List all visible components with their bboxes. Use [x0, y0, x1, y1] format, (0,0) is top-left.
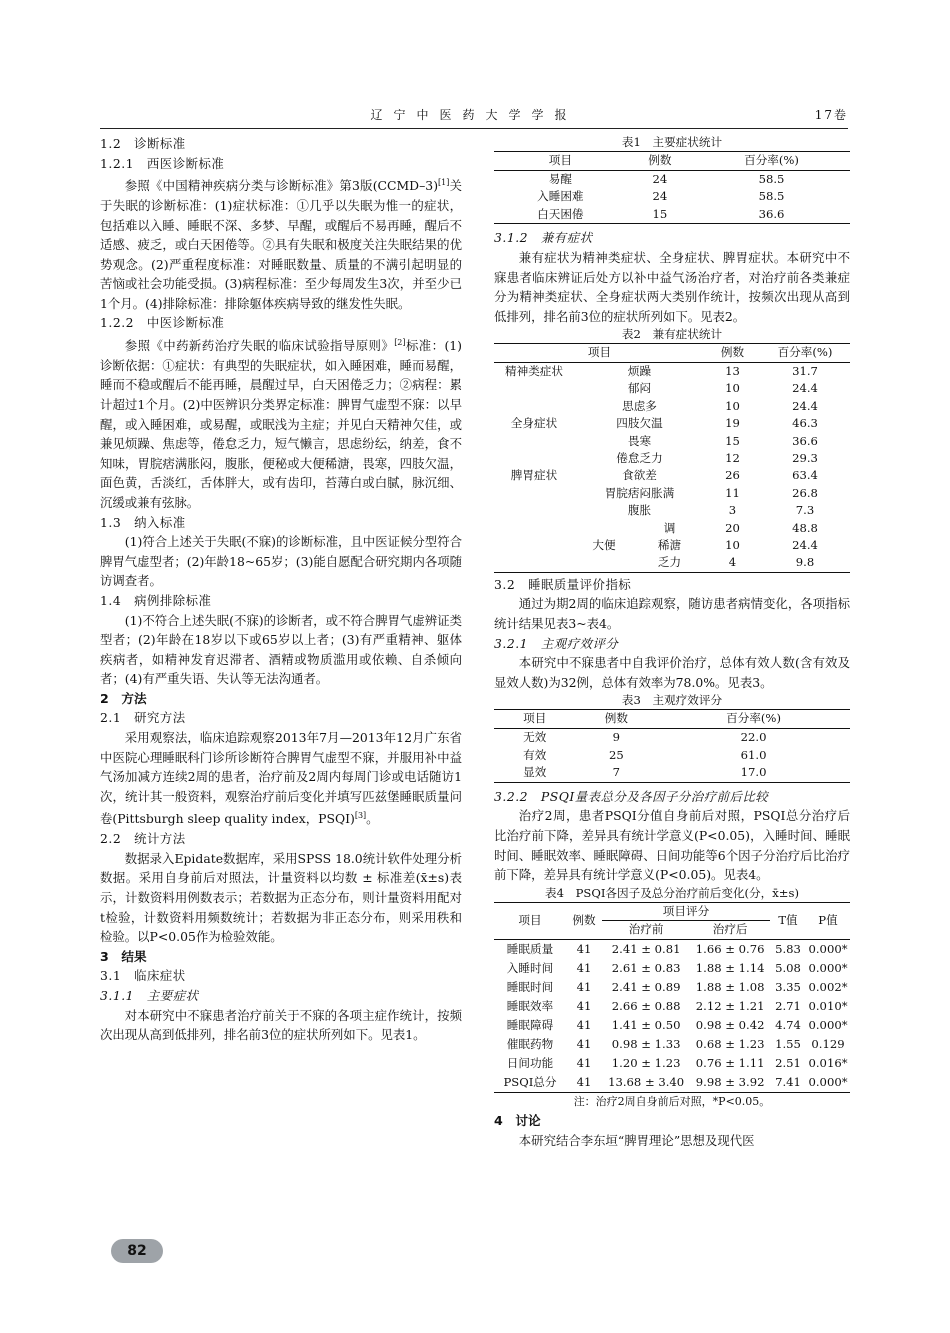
section-heading: 3.1 临床症状 [100, 968, 186, 984]
section-heading: 3.2 睡眠质量评价指标 [494, 576, 632, 592]
paragraph: 参照《中国精神疾病分类与诊断标准》第3版(CCMD–3)[1]关于失眠的诊断标准：(1)症状标准：①几乎以失眠为惟一的症状，包括难以入睡、睡眠不深、多梦、早醒，或醒后不易再睡，醒后不适感、疲乏，或白天困倦等。②具有失眠和极度关注失眠结果的优势观念。(2)严重程度标准：对睡眠数量、质量的不满引起明显的苦恼或社会功能受损。(3)病程标准：至少每周发生3次，并至少已1个月。(4)排除标准：排除躯体疾病导致的继发性失眠。 [100, 178, 462, 311]
col-header: 例数 [572, 913, 596, 928]
major-heading: 4 讨论 [494, 1112, 541, 1128]
table-row: 大便 稀溏 10 24.4 [592, 538, 818, 552]
col-header: 项目 [518, 913, 542, 928]
table-1 [494, 151, 850, 224]
citation: [1] [438, 178, 450, 188]
table-row: 无效 9 22.0 [523, 729, 767, 744]
table-row: 显效 7 17.0 [494, 764, 850, 782]
paragraph: 兼有症状为精神类症状、全身症状、脾胃症状。本研究中不寐患者临床辨证后处方以补中益气汤治疗者，对治疗前各类兼症分为精神类症状、全身症状两大类别作统计，按频次出现从高到低排列，排名前3位的症状所列如下。见表2。 [494, 249, 850, 324]
paragraph: 数据录入Epidate数据库，采用SPSS 18.0统计软件处理分析数据。采用自身前后对照法，计量资料以均数 ± 标准差(x̄±s)表示，计数资料用例数表示；若数据为正态分布，则计量资料用配对t检验，计数资料用频数统计；若数据为非正态分布，则采用秩和检验。以P<0.05作为检验效能。 [100, 850, 462, 945]
right-column [494, 134, 850, 1150]
section-heading: 1.4 病例排除标准 [100, 592, 212, 608]
table-row: 倦怠乏力 12 29.3 [616, 450, 818, 465]
subsection-heading: 1.2.1 西医诊断标准 [100, 155, 225, 171]
subsection-heading: 3.1.2 兼有症状 [494, 230, 593, 246]
col-header: 百分率(%) [726, 711, 781, 726]
table-row: 入睡困难 24 58.5 [537, 189, 785, 204]
running-header [100, 106, 848, 126]
table-row: 有效 25 61.0 [523, 747, 767, 762]
subsection-heading: 1.2.2 中医诊断标准 [100, 315, 225, 331]
paragraph: 对本研究中不寐患者治疗前关于不寐的各项主症作统计，按频次出现从高到低排列，排名前3位的症状所列如下。见表1。 [100, 1007, 462, 1043]
col-header: P值 [818, 913, 838, 928]
section-heading: 1.3 纳入标准 [100, 514, 186, 530]
citation: [2] [394, 338, 406, 348]
major-heading: 3 结果 [100, 948, 147, 964]
paragraph: 治疗2周，患者PSQI分值自身前后对照，PSQI总分治疗后比治疗前下降，差异具有统计学意义(P<0.05)，入睡时间、睡眠时间、睡眠效率、睡眠障碍、日间功能等6个因子分治疗后比治疗前下降，差异具有统计学意义(P<0.05)。见表4。 [494, 808, 850, 883]
table-row: 郁闷 10 24.4 [627, 381, 818, 396]
col-header: 治疗后 [712, 922, 748, 937]
table-row: 睡眠时间 41 2.41 ± 0.89 1.88 ± 1.08 3.35 0.002* [506, 979, 848, 994]
paragraph: 采用观察法，临床追踪观察2013年7月—2013年12月广东省中医院心理睡眠科门诊所诊断符合脾胃气虚型不寐，并服用补中益气汤加减方连续2周的患者，治疗前及2周内每周门诊或电话随访1次，统计其一般资料，观察治疗前后变化并填写匹兹堡睡眠质量问卷(Pittsburgh sleep quality index，PSQI)[3]。 [100, 730, 462, 827]
table-note: 注：治疗2周自身前后对照，*P<0.05。 [573, 1094, 771, 1108]
header-rule [100, 128, 848, 129]
col-header: 项目 [548, 153, 572, 167]
table-4 [494, 902, 850, 1093]
table-row: 腹胀 3 7.3 [627, 503, 815, 518]
section-heading: 1.2 诊断标准 [100, 136, 186, 151]
table-row: 日间功能 41 1.20 ± 1.23 0.76 ± 1.11 2.51 0.016* [506, 1055, 848, 1070]
table-row: 睡眠效率 41 2.66 ± 0.88 2.12 ± 1.21 2.71 0.010* [506, 998, 848, 1013]
table-row: 催眠药物 41 0.98 ± 1.33 0.68 ± 1.23 1.55 0.129 [506, 1036, 845, 1051]
table-row: 胃脘痞闷胀满 11 26.8 [604, 485, 818, 500]
table-row: 乏力 4 9.8 [494, 554, 850, 572]
paragraph: 本研究中不寐患者中自我评价治疗，总体有效人数(含有效及显效人数)为32例，总体有效率为78.0%。见表3。 [494, 655, 850, 690]
col-header: 例数 [720, 345, 745, 360]
volume-label: 17卷 [814, 108, 848, 122]
paragraph: (1)不符合上述失眠(不寐)的诊断者，或不符合脾胃气虚辨证类型者；(2)年龄在18岁以下或65岁以上者；(3)有严重精神、躯体疾病者，如精神发育迟滞者、酒精或物质滥用或依赖、自杀倾向者；(4)有严重失语、失认等无法沟通者。 [100, 612, 462, 687]
col-header: 例数 [648, 153, 672, 167]
col-header: 例数 [604, 711, 628, 726]
paragraph: 参照《中药新药治疗失眠的临床试验指导原则》[2]标准：(1)诊断依据：①症状：有典型的失眠症状，如入睡困难，睡而易醒，睡而不稳或醒后不能再睡，晨醒过早，白天困倦乏力；②病程：累计超过1个月。(2)中医辨识分类界定标准：脾胃气虚型不寐：以早醒，或入睡困难，或易醒，或眠浅为主症；并见白天精神欠佳，或兼见烦躁、焦虑等，倦怠乏力，短气懒言，思虑纷纭，纳差，食不知味，胃脘痞满胀闷，腹胀，便秘或大便稀溏，畏寒，四肢欠温，面色黄，舌淡红，舌体胖大，或有齿印，苔薄白或白腻，脉沉细、沉缓或兼有弦脉。 [100, 338, 463, 510]
table-row: 白天困倦 15 36.6 [494, 206, 850, 224]
section-heading: 2.1 研究方法 [100, 710, 186, 726]
table-row: 脾胃症状 食欲差 26 63.4 [510, 468, 818, 483]
table-row: 畏寒 15 36.6 [627, 433, 818, 448]
paragraph: (1)符合上述关于失眠(不寐)的诊断标准，且中医证候分型符合脾胃气虚型者；(2)年龄18~65岁；(3)能自愿配合研究期内各项随访调查者。 [100, 534, 463, 589]
table-caption: 表3 主观疗效评分 [621, 693, 723, 708]
table-caption: 表2 兼有症状统计 [621, 327, 723, 342]
subsection-heading: 3.2.1 主观疗效评分 [494, 635, 619, 651]
table-2 [494, 343, 850, 572]
left-column [100, 134, 462, 1045]
col-header: 百分率(%) [744, 153, 799, 167]
table-caption: 表1 主要症状统计 [621, 135, 723, 149]
page-number: 82 [111, 1239, 163, 1263]
table-row: 调 20 48.8 [663, 520, 818, 535]
col-header: 项目 [523, 711, 547, 726]
table-row: 易醒 24 58.5 [548, 171, 785, 186]
section-heading: 2.2 统计方法 [100, 831, 186, 847]
table-row: 全身症状 四肢欠温 19 46.3 [510, 416, 818, 431]
table-row: 思虑多 10 24.4 [622, 398, 818, 413]
table-caption: 表4 PSQI各因子及总分治疗前后变化(分，x̄±s) [545, 885, 799, 900]
table-3 [494, 709, 850, 782]
table-row: 睡眠质量 41 2.41 ± 0.81 1.66 ± 0.76 5.83 0.000* [506, 941, 848, 956]
subsection-heading: 3.2.2 PSQI量表总分及各因子分治疗前后比较 [494, 788, 769, 804]
col-header: 百分率(%) [777, 345, 833, 360]
col-header: T值 [778, 913, 798, 928]
journal-title: 辽宁中医药大学学报 [370, 108, 578, 122]
col-header: 项目评分 [602, 902, 770, 921]
col-header: 项目 [587, 345, 612, 360]
citation: [3] [354, 811, 367, 821]
paragraph: 通过为期2周的临床追踪观察，随访患者病情变化，各项指标统计结果见表3~表4。 [494, 596, 850, 631]
subsection-heading: 3.1.1 主要症状 [100, 987, 199, 1003]
table-row: PSQI总分 41 13.68 ± 3.40 9.98 ± 3.92 7.41 0.000* [494, 1073, 850, 1093]
col-header: 治疗前 [628, 922, 664, 937]
major-heading: 2 方法 [100, 690, 147, 706]
table-row: 精神类症状 烦躁 13 31.7 [505, 363, 818, 378]
table-row: 睡眠障碍 41 1.41 ± 0.50 0.98 ± 0.42 4.74 0.000* [506, 1017, 848, 1032]
paragraph: 本研究结合李东垣“脾胃理论”思想及现代医 [518, 1132, 755, 1148]
table-row: 入睡时间 41 2.61 ± 0.83 1.88 ± 1.14 5.08 0.000* [506, 960, 848, 975]
